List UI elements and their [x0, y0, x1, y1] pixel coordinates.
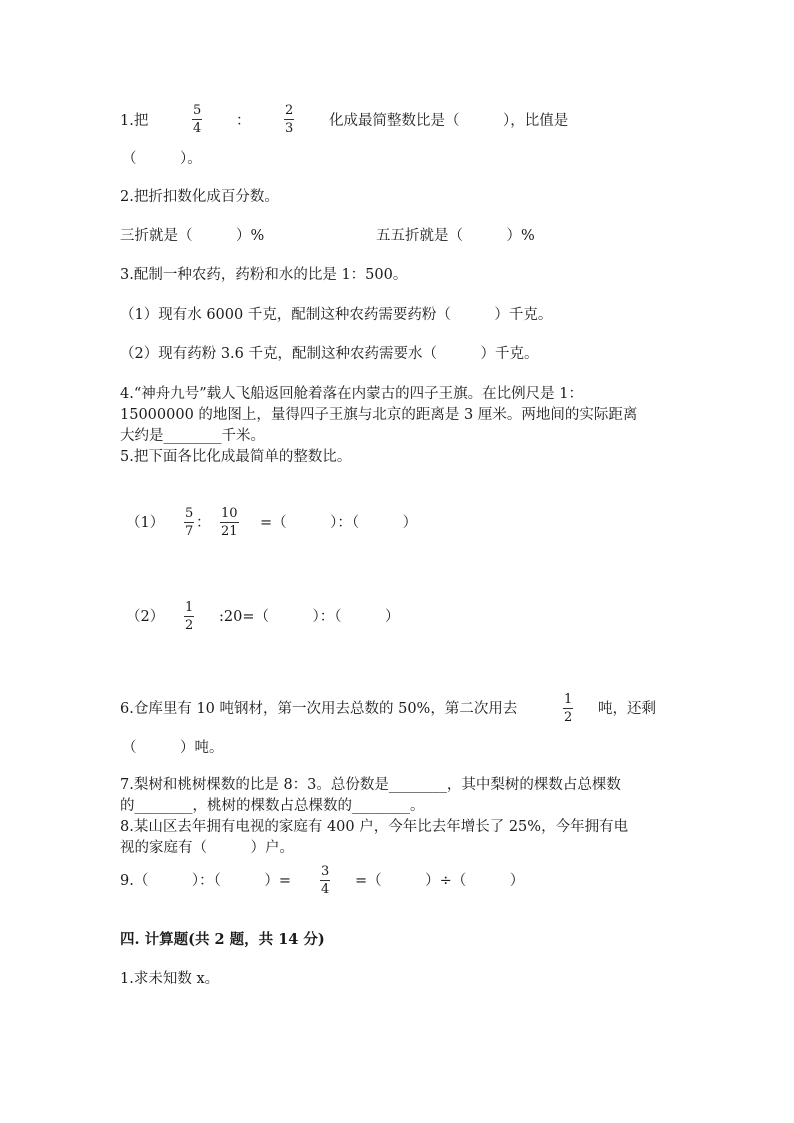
- q6-f-denominator: 2: [564, 710, 573, 725]
- q5-p2-rest: :20=（ ）：（ ）: [219, 609, 400, 625]
- q5-p1-label: （1）: [126, 515, 165, 531]
- q4-line-1: 4.“神舟九号”载人飞船返回舱着落在内蒙古的四子王旗。在比例尺是 1：: [120, 386, 583, 402]
- q5-p1-colon: ：: [196, 515, 211, 531]
- q5-p2-label: （2）: [126, 609, 165, 625]
- section-4-title: 四. 计算题(共 2 题，共 14 分): [120, 931, 325, 948]
- q9-suffix: =（ ）÷（ ）: [355, 873, 525, 889]
- q6-f-numerator: 1: [564, 692, 573, 707]
- q5-p2-f-denominator: 2: [185, 618, 194, 633]
- q9-f-numerator: 3: [321, 864, 330, 879]
- q5-p2-f-numerator: 1: [185, 600, 194, 615]
- q5-p1-rest: =（ ）：（ ）: [260, 515, 418, 531]
- q1-suffix: 化成最简整数比是（ ），比值是: [329, 113, 569, 129]
- q5-p2-fraction: [184, 600, 194, 633]
- q5-p1-fraction-2: [220, 506, 239, 539]
- q6-suffix: 吨，还剩: [598, 701, 656, 717]
- q2-title: 2.把折扣数化成百分数。: [120, 189, 279, 205]
- q1-f1-numerator: 5: [193, 103, 202, 118]
- section-4-q1: 1.求未知数 x。: [120, 971, 220, 987]
- q3-part-1: （1）现有水 6000 千克，配制这种农药需要药粉（ ）千克。: [120, 307, 553, 323]
- q1-fraction-1: [192, 103, 202, 136]
- q1-f2-denominator: 3: [285, 121, 294, 136]
- q5-p1-f1-denominator: 7: [185, 524, 194, 539]
- q5-p1-fraction-1: [184, 506, 194, 539]
- q1-fraction-2: [284, 103, 294, 136]
- q2-answer-a: 三折就是（ ）%: [120, 228, 265, 244]
- q5-p1-f2-numerator: 10: [221, 506, 238, 521]
- q8-line-1: 8.某山区去年拥有电视的家庭有 400 户，今年比去年增长了 25%，今年拥有电: [120, 819, 629, 835]
- q1-prefix: 1.把: [120, 113, 149, 129]
- q1-line2: （ ）。: [122, 151, 202, 167]
- q9-fraction: [320, 864, 330, 897]
- q9-prefix: 9.（ ）：（ ）=: [120, 873, 291, 889]
- q4-line-3: 大约是________千米。: [120, 428, 265, 444]
- q5-p1-f2-denominator: 21: [221, 524, 238, 539]
- q1-f1-denominator: 4: [193, 121, 202, 136]
- q6-line2: （ ）吨。: [122, 740, 224, 756]
- q1-colon: ：: [236, 113, 251, 129]
- q4-line-2: 15000000 的地图上，量得四子王旗与北京的距离是 3 厘米。两地间的实际距离: [120, 407, 638, 423]
- q7-line-2: 的________，桃树的棵数占总棵数的________。: [120, 798, 425, 814]
- q1-f2-numerator: 2: [285, 103, 294, 118]
- q2-answer-b: 五五折就是（ ）%: [376, 228, 535, 244]
- q6-prefix: 6.仓库里有 10 吨钢材，第一次用去总数的 50%，第二次用去: [120, 701, 518, 717]
- q6-fraction: [563, 692, 573, 725]
- q8-line-2: 视的家庭有（ ）户。: [120, 840, 294, 856]
- q7-line-1: 7.梨树和桃树棵数的比是 8：3。总份数是________，其中梨树的棵数占总棵数: [120, 777, 621, 793]
- q5-p1-f1-numerator: 5: [185, 506, 194, 521]
- q3-part-2: （2）现有药粉 3.6 千克，配制这种农药需要水（ ）千克。: [120, 346, 539, 362]
- q3-title: 3.配制一种农药，药粉和水的比是 1：500。: [120, 267, 408, 283]
- q5-title: 5.把下面各比化成最简单的整数比。: [120, 449, 352, 465]
- q9-f-denominator: 4: [321, 882, 330, 897]
